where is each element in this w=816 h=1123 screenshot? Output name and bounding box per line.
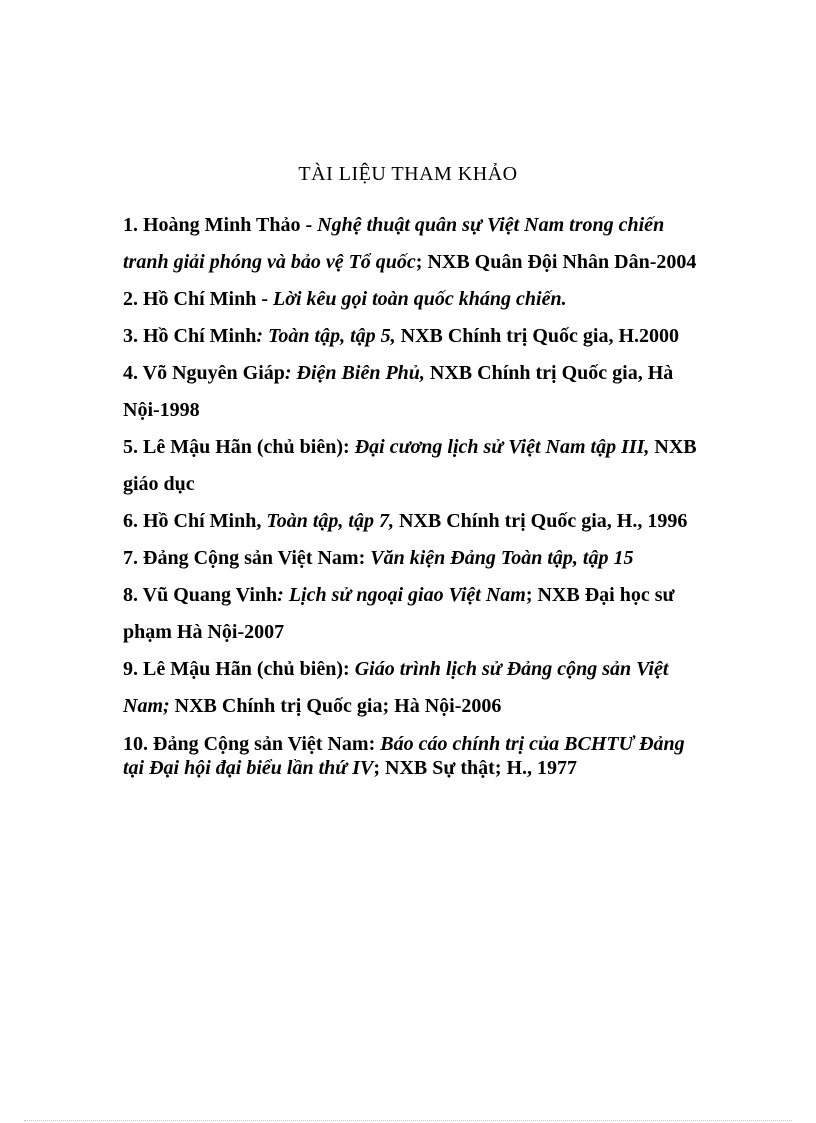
reference-number: 3. [123, 325, 138, 347]
reference-author: Lê Mậu Hãn (chủ biên): [143, 436, 350, 458]
reference-publisher: NXB Chính trị Quốc gia, H.2000 [400, 325, 679, 347]
reference-number: 5. [123, 436, 138, 458]
reference-work: : Toàn tập, tập 5, [256, 325, 396, 347]
reference-publisher: NXB giáo dục [123, 436, 697, 495]
reference-number: 6. [123, 510, 138, 532]
page-bottom-divider [24, 1120, 792, 1121]
reference-item [123, 355, 703, 429]
reference-item [123, 429, 703, 503]
reference-author: Võ Nguyên Giáp [142, 362, 285, 384]
reference-author: Vũ Quang Vinh [142, 584, 278, 606]
reference-item [123, 577, 703, 651]
reference-item [123, 732, 703, 780]
reference-number: 7. [123, 547, 138, 569]
reference-publisher: NXB Chính trị Quốc gia, H., 1996 [398, 510, 688, 532]
reference-work: Lời kêu gọi toàn quốc kháng chiến. [273, 288, 567, 310]
reference-item [123, 540, 703, 577]
reference-number: 9. [123, 658, 138, 680]
reference-author: Hồ Chí Minh - [143, 288, 269, 310]
reference-author: Lê Mậu Hãn (chủ biên): [143, 658, 350, 680]
reference-author: Hoàng Minh Thảo - [143, 214, 313, 236]
reference-work: : Lịch sử ngoại giao Việt Nam [277, 584, 526, 606]
reference-publisher: NXB Chính trị Quốc gia; Hà Nội-2006 [174, 695, 502, 717]
reference-work: Nghệ thuật quân sự Việt Nam trong chiến tranh giải phóng và bảo vệ Tổ quốc [123, 214, 665, 273]
reference-work: Báo cáo chính trị của BCHTƯ Đảng tại Đại hội đại biểu lần thứ IV [123, 733, 685, 779]
reference-author: Hồ Chí Minh, [143, 510, 262, 532]
reference-publisher: ; NXB Đại học sư phạm Hà Nội-2007 [123, 584, 675, 643]
page-title: TÀI LIỆU THAM KHẢO [298, 163, 518, 185]
reference-publisher: NXB Chính trị Quốc gia, Hà Nội-1998 [123, 362, 674, 421]
reference-work: : Điện Biên Phủ, [284, 362, 425, 384]
reference-author: Đảng Cộng sản Việt Nam: [143, 547, 366, 569]
reference-number: 4. [123, 362, 138, 384]
reference-work: Đại cương lịch sử Việt Nam tập III, [354, 436, 650, 458]
reference-publisher: ; NXB Sự thật; H., 1977 [373, 757, 578, 779]
reference-number: 8. [123, 584, 138, 606]
reference-item [123, 281, 703, 318]
reference-number: 1. [123, 214, 138, 236]
reference-author: Hồ Chí Minh [143, 325, 257, 347]
reference-item [123, 207, 703, 281]
reference-list [123, 207, 703, 780]
reference-item [123, 318, 703, 355]
reference-number: 2. [123, 288, 138, 310]
reference-number: 10. [123, 733, 148, 755]
reference-work: Toàn tập, tập 7, [266, 510, 394, 532]
reference-work: Văn kiện Đảng Toàn tập, tập 15 [370, 547, 634, 569]
reference-author: Đảng Cộng sản Việt Nam: [153, 733, 376, 755]
reference-work: Giáo trình lịch sử Đảng cộng sản Việt Nam; [123, 658, 669, 717]
reference-item [123, 651, 703, 725]
reference-publisher: ; NXB Quân Đội Nhân Dân-2004 [415, 251, 697, 273]
reference-item [123, 503, 703, 540]
